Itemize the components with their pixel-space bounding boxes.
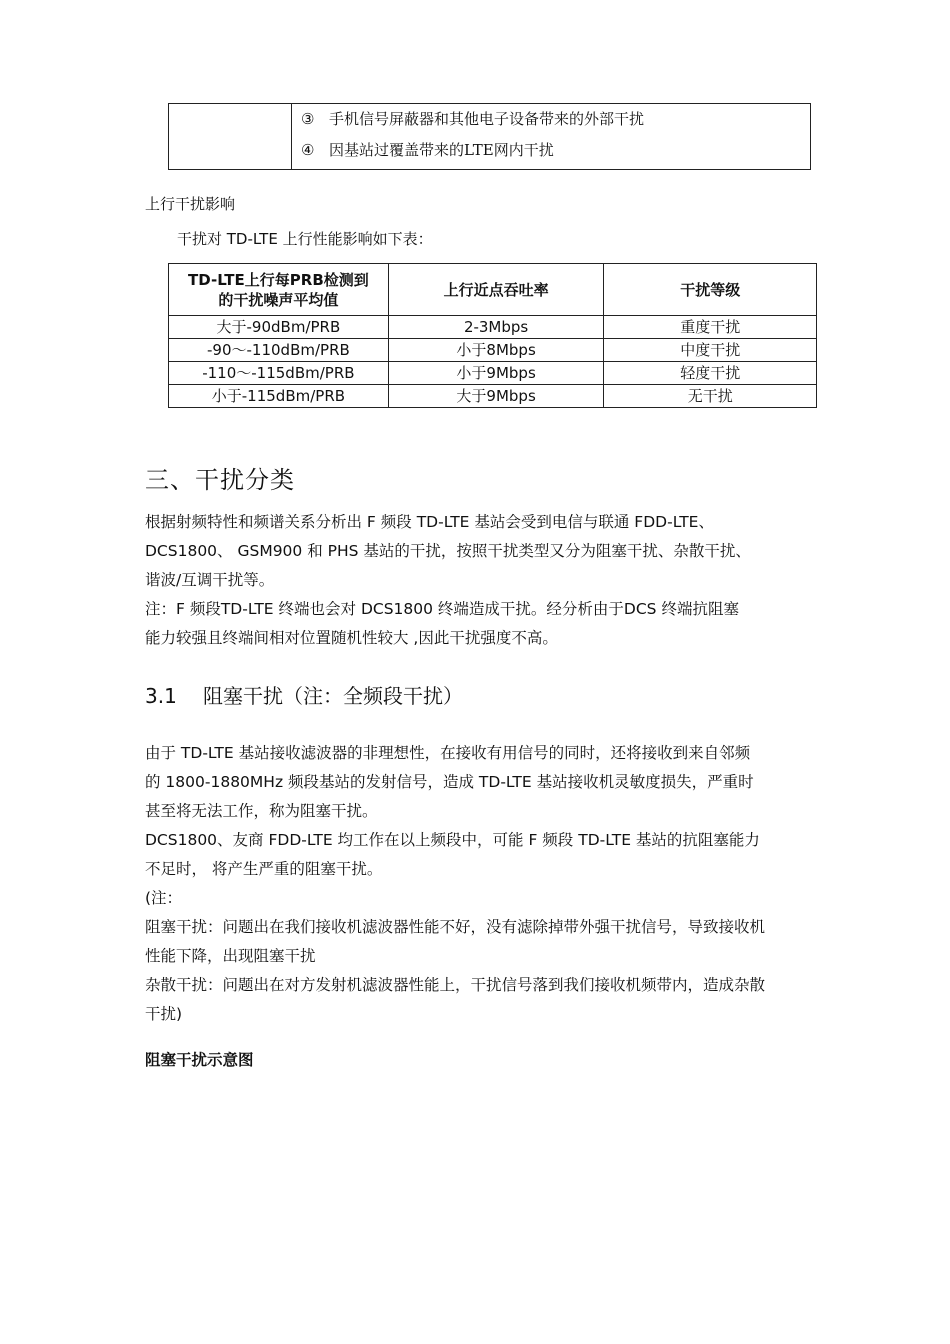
text-line: 根据射频特性和频谱关系分析出 F 频段 TD-LTE 基站会受到电信与联通 FDD-LTE、: [145, 513, 714, 531]
table-row: [169, 385, 817, 408]
text-line: 的 1800-1880MHz 频段基站的发射信号，造成 TD-LTE 基站接收机灵敏度损失，严重时: [145, 773, 754, 791]
table-cell: 小于8Mbps: [388, 339, 604, 362]
figure-caption: 阻塞干扰示意图: [145, 1051, 254, 1069]
section-3-1-title: [145, 680, 463, 709]
table-cell: 无干扰: [604, 385, 817, 408]
item-number: ④: [301, 141, 315, 159]
header-level: 干扰等级: [604, 264, 817, 316]
table-cell: 轻度干扰: [604, 362, 817, 385]
table-cell: 大于-90dBm/PRB: [169, 316, 389, 339]
table-row: [169, 316, 817, 339]
header-line: TD-LTE上行每PRB检测到: [188, 270, 369, 289]
table-cell: 小于9Mbps: [388, 362, 604, 385]
table-cell: 2-3Mbps: [388, 316, 604, 339]
header-throughput: 上行近点吞吐率: [388, 264, 604, 316]
text-line: 杂散干扰：问题出在对方发射机滤波器性能上，干扰信号落到我们接收机频带内，造成杂散: [145, 976, 766, 994]
header-line: 的干扰噪声平均值: [218, 290, 339, 309]
list-item: [301, 139, 554, 160]
item-text: 手机信号屏蔽器和其他电子设备带来的外部干扰: [329, 110, 645, 128]
text-line: 干扰): [145, 1005, 183, 1023]
table-left-cell: [169, 104, 292, 169]
text-line: 谐波/互调干扰等。: [145, 571, 275, 589]
text-line: DCS1800、友商 FDD-LTE 均工作在以上频段中，可能 F 频段 TD-LTE 基站的抗阻塞能力: [145, 831, 760, 849]
text-line: 性能下降，出现阻塞干扰: [145, 947, 316, 965]
section-3-paragraph: [145, 508, 751, 653]
table-row: [169, 339, 817, 362]
item-number: ③: [301, 110, 315, 128]
text-line: 甚至将无法工作，称为阻塞干扰。: [145, 802, 378, 820]
table-cell: 重度干扰: [604, 316, 817, 339]
text-line: 不足时， 将产生严重的阻塞干扰。: [145, 860, 383, 878]
text-line: 注：F 频段TD-LTE 终端也会对 DCS1800 终端造成干扰。经分析由于DCS 终端抗阻塞: [145, 600, 739, 618]
table-header-row: [169, 264, 817, 316]
uplink-performance-table: [168, 263, 817, 408]
table-row: [169, 362, 817, 385]
text-line: (注：: [145, 889, 183, 907]
header-noise: [169, 264, 389, 316]
list-item: [301, 108, 644, 129]
text-line: DCS1800、 GSM900 和 PHS 基站的干扰，按照干扰类型又分为阻塞干扰、杂散干扰、: [145, 542, 751, 560]
uplink-intro: 干扰对 TD-LTE 上行性能影响如下表：: [177, 230, 433, 248]
text-line: 阻塞干扰：问题出在我们接收机滤波器性能不好，没有滤除掉带外强干扰信号，导致接收机: [145, 918, 766, 936]
uplink-heading: 上行干扰影响: [145, 195, 236, 213]
section-number: 3.1: [145, 684, 177, 708]
table-cell: -110～-115dBm/PRB: [169, 362, 389, 385]
section-3-1-paragraph: [145, 739, 765, 1029]
section-heading-text: 阻塞干扰（注：全频段干扰）: [203, 684, 463, 708]
table-cell: 中度干扰: [604, 339, 817, 362]
item-text: 因基站过覆盖带来的LTE网内干扰: [329, 141, 554, 159]
interference-source-table: [168, 103, 811, 170]
table-cell: 大于9Mbps: [388, 385, 604, 408]
text-line: 由于 TD-LTE 基站接收滤波器的非理想性，在接收有用信号的同时，还将接收到来自邻频: [145, 744, 751, 762]
text-line: 能力较强且终端间相对位置随机性较大 ,因此干扰强度不高。: [145, 629, 558, 647]
section-3-title: 三、干扰分类: [145, 466, 295, 494]
table-cell: -90～-110dBm/PRB: [169, 339, 389, 362]
table-cell: 小于-115dBm/PRB: [169, 385, 389, 408]
